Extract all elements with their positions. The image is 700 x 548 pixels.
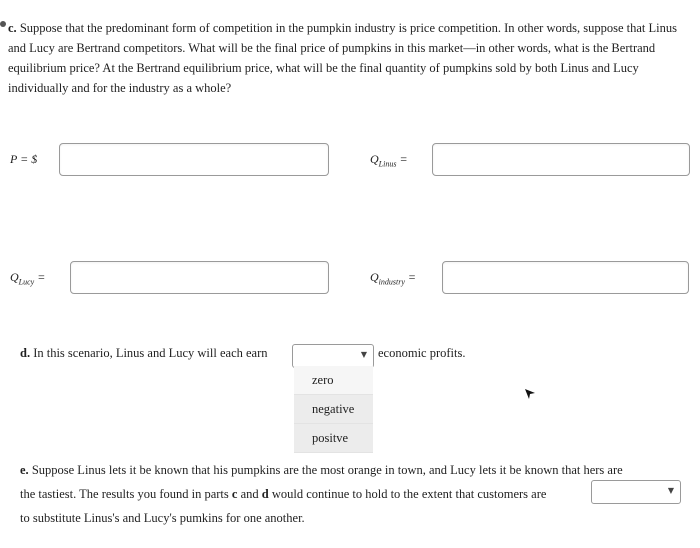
q-industry-label: $Q_{industry}$ =: [370, 270, 417, 287]
question-c-text: [8, 18, 698, 98]
substitute-dropdown[interactable]: [591, 480, 681, 504]
price-label: P = $: [10, 152, 38, 166]
question-c-body: Suppose that the predominant form of competition in the pumpkin industry is price competition. In other words, suppose that Linus and Lucy are Bertrand competitors. What will be the final price of pumpkins in this market—in other words, what is the Bertrand equilibrium price? At the Bertrand equilibrium price, what will be the final quantity of pumpkins sold by both Linus and Lucy individually and for the industry as a whole?: [8, 21, 678, 95]
question-d-suffix: economic profits.: [378, 346, 466, 360]
q-industry-input[interactable]: [442, 261, 689, 294]
chevron-down-icon: ▼: [667, 486, 674, 495]
question-c-prefix: c.: [8, 21, 17, 35]
q-linus-input[interactable]: [432, 143, 690, 176]
q-lucy-label: $Q_{Lucy}$ =: [10, 270, 46, 287]
option-zero[interactable]: zero: [294, 366, 373, 395]
q-linus-label: $Q_{Linus}$ =: [370, 152, 408, 169]
profit-dropdown-menu: [294, 366, 373, 453]
option-negative[interactable]: negative: [294, 395, 373, 424]
mouse-cursor-icon: [524, 388, 536, 400]
option-positive[interactable]: positve: [294, 424, 373, 453]
q-lucy-input[interactable]: [70, 261, 329, 294]
chevron-down-icon: ▼: [360, 350, 367, 359]
bullet-icon: [0, 21, 6, 27]
profit-dropdown[interactable]: [292, 344, 374, 368]
question-d-text: d. In this scenario, Linus and Lucy will each earn: [20, 346, 268, 360]
question-e-text: e. Suppose Linus lets it be known that his pumpkins are the most orange in town, and Lucy lets it be known that hers are the tastiest. The results you found in parts c and d would continue to hold to the extent that customers are to substitute Linus's and Lucy's pumkins for one another.: [20, 463, 623, 525]
price-input[interactable]: [59, 143, 329, 176]
